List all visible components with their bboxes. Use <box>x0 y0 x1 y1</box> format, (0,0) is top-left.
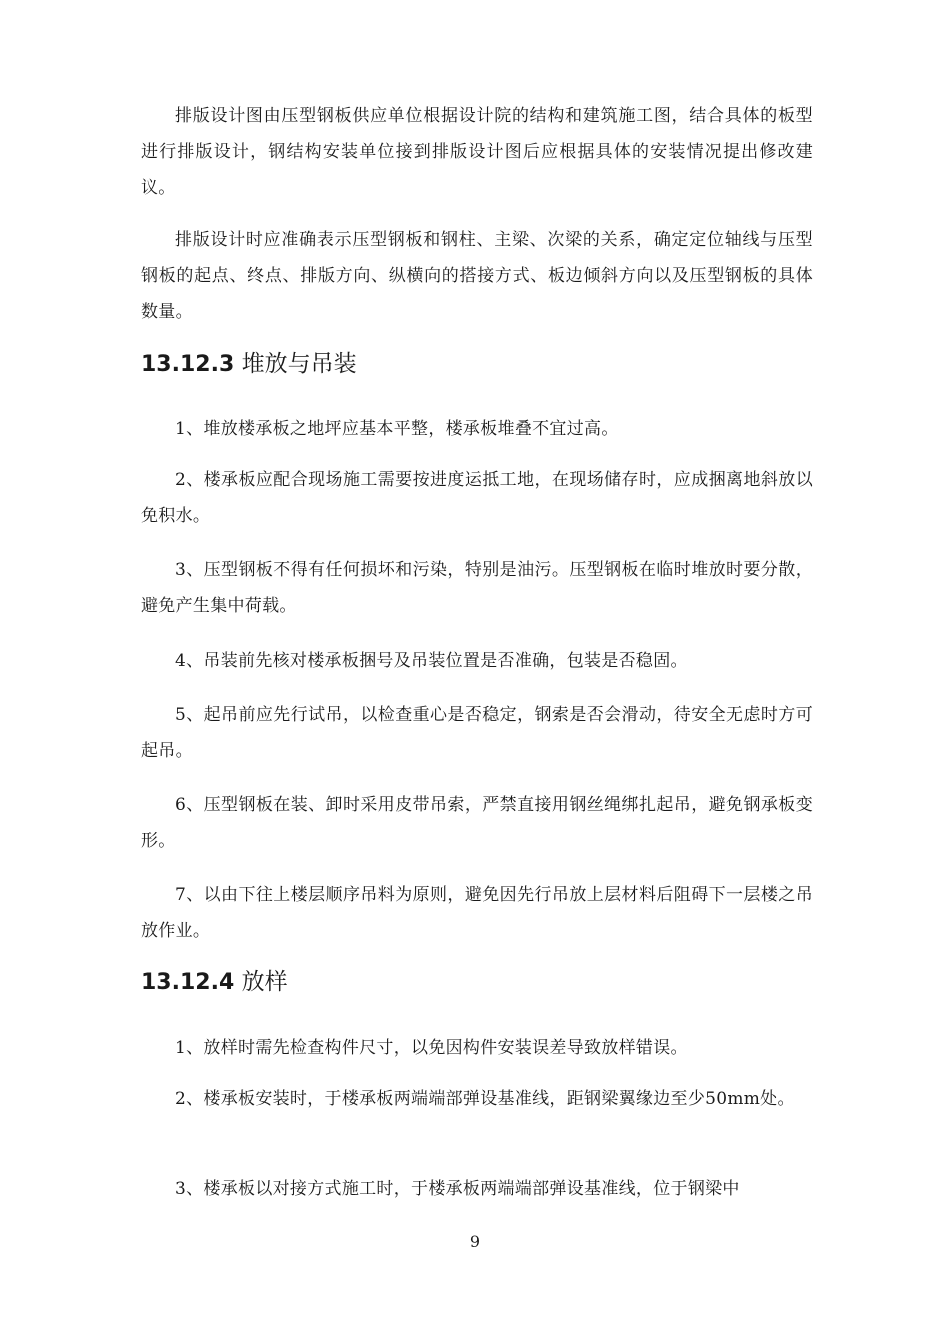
section-heading-stacking-hoisting <box>141 344 357 385</box>
list-item: 3、压型钢板不得有任何损坏和污染，特别是油污。压型钢板在临时堆放时要分散，避免产生集中荷载。 <box>141 560 813 616</box>
list-item: 2、楼承板安装时，于楼承板两端端部弹设基准线，距钢梁翼缘边至少50mm处。 <box>175 1089 795 1109</box>
page-number: 9 <box>469 1232 481 1251</box>
list-item: 3、楼承板以对接方式施工时，于楼承板两端端部弹设基准线，位于钢梁中 <box>175 1179 740 1199</box>
list-item: 1、堆放楼承板之地坪应基本平整，楼承板堆叠不宜过高。 <box>175 419 619 439</box>
section-number: 13.12.3 <box>141 352 235 377</box>
list-item: 6、压型钢板在装、卸时采用皮带吊索，严禁直接用钢丝绳绑扎起吊，避免钢承板变形。 <box>141 795 813 851</box>
paragraph-layout-design: 排版设计图由压型钢板供应单位根据设计院的结构和建筑施工图，结合具体的板型进行排版设计，钢结构安装单位接到排版设计图后应根据具体的安装情况提出修改建议。 <box>141 106 813 198</box>
list-item: 7、以由下往上楼层顺序吊料为原则，避免因先行吊放上层材料后阻碍下一层楼之吊放作业。 <box>141 885 813 941</box>
list-item: 5、起吊前应先行试吊，以检查重心是否稳定，钢索是否会滑动，待安全无虑时方可起吊。 <box>141 705 813 761</box>
section-number: 13.12.4 <box>141 970 235 995</box>
section-title: 放样 <box>241 969 288 995</box>
section-heading-setting-out <box>141 962 288 1003</box>
list-item: 4、吊装前先核对楼承板捆号及吊装位置是否准确，包装是否稳固。 <box>175 651 688 671</box>
section-title: 堆放与吊装 <box>241 351 357 377</box>
list-item: 1、放样时需先检查构件尺寸，以免因构件安装误差导致放样错误。 <box>175 1038 688 1058</box>
list-item: 2、楼承板应配合现场施工需要按进度运抵工地，在现场储存时，应成捆离地斜放以免积水。 <box>141 470 813 526</box>
paragraph-layout-accuracy: 排版设计时应准确表示压型钢板和钢柱、主梁、次梁的关系，确定定位轴线与压型钢板的起点、终点、排版方向、纵横向的搭接方式、板边倾斜方向以及压型钢板的具体数量。 <box>141 230 813 322</box>
